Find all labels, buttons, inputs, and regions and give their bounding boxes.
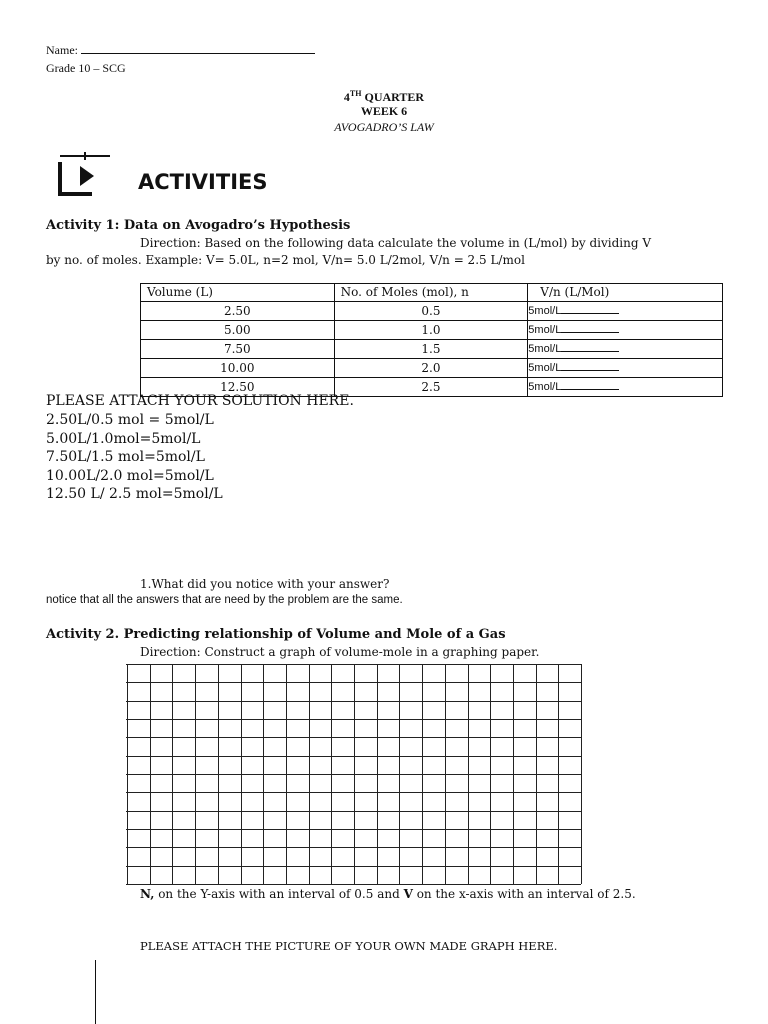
table-row — [141, 340, 723, 359]
grade-label: Grade 10 – SCG — [46, 61, 126, 75]
axis-note-part1: on the Y-axis with an interval of 0.5 and — [154, 887, 404, 901]
answer-text: 5mol/L — [528, 381, 562, 393]
quarter-heading — [0, 89, 768, 105]
margin-line — [95, 960, 96, 1024]
axis-note-part2: on the x-axis with an interval of 2.5. — [412, 887, 636, 901]
question-1-answer: notice that all the answers that are need by the problem are the same. — [46, 594, 403, 606]
moles-cell: 0.5 — [334, 302, 528, 321]
table-row — [141, 302, 723, 321]
activities-icon — [54, 152, 112, 198]
answer-line — [561, 361, 619, 371]
solution-line: 12.50 L/ 2.5 mol=5mol/L — [46, 486, 223, 502]
answer-line — [561, 380, 619, 390]
answer-line — [561, 323, 619, 333]
volume-cell: 10.00 — [141, 359, 335, 378]
answer-text: 5mol/L — [528, 324, 562, 336]
answer-line — [561, 342, 619, 352]
axis-v-label: V — [403, 887, 413, 901]
column-header: V/n (L/Mol) — [528, 284, 723, 302]
attach-solution-label: PLEASE ATTACH YOUR SOLUTION HERE. — [46, 393, 354, 409]
data-table — [140, 283, 723, 397]
axis-instructions — [140, 887, 636, 901]
answer-cell — [528, 340, 723, 359]
answer-cell — [528, 378, 723, 397]
activity2-direction: Direction: Construct a graph of volume-mole in a graphing paper. — [140, 645, 540, 659]
table-row — [141, 321, 723, 340]
moles-cell: 2.5 — [334, 378, 528, 397]
activity1-title: Activity 1: Data on Avogadro’s Hypothesis — [46, 218, 351, 233]
volume-cell: 5.00 — [141, 321, 335, 340]
column-header: Volume (L) — [141, 284, 335, 302]
answer-text: 5mol/L — [528, 305, 562, 317]
answer-cell — [528, 321, 723, 340]
answer-line — [561, 304, 619, 314]
volume-cell: 2.50 — [141, 302, 335, 321]
solution-line: 5.00L/1.0mol=5mol/L — [46, 430, 201, 447]
moles-cell: 2.0 — [334, 359, 528, 378]
volume-cell: 12.50 — [141, 378, 335, 397]
answer-text: 5mol/L — [528, 362, 562, 374]
solution-list — [46, 411, 223, 504]
moles-cell: 1.0 — [334, 321, 528, 340]
solution-line: 10.00L/2.0 mol=5mol/L — [46, 467, 214, 484]
volume-cell: 7.50 — [141, 340, 335, 359]
axis-n-label: N, — [140, 887, 155, 901]
activity1-direction-line1: Direction: Based on the following data calculate the volume in (L/mol) by dividing V — [140, 236, 652, 250]
quarter-superscript: TH — [349, 89, 362, 98]
quarter-number: 4 — [343, 90, 350, 104]
name-field — [46, 43, 315, 58]
moles-cell: 1.5 — [334, 340, 528, 359]
question-1: 1.What did you notice with your answer? — [140, 577, 390, 591]
quarter-word: QUARTER — [364, 90, 425, 104]
activity2-title-label: Activity 2 — [46, 627, 115, 642]
activities-title: ACTIVITIES — [138, 170, 268, 194]
topic-heading: AVOGADRO’S LAW — [334, 120, 434, 134]
graphing-paper-grid — [126, 663, 582, 885]
activity2-title-text: . Predicting relationship of Volume and Mole of a Gas — [114, 627, 506, 642]
week-heading: WEEK 6 — [360, 104, 408, 118]
answer-cell — [528, 359, 723, 378]
table-row — [141, 359, 723, 378]
attach-graph-label: PLEASE ATTACH THE PICTURE OF YOUR OWN MADE GRAPH HERE. — [140, 939, 558, 953]
name-label: Name: — [46, 43, 78, 57]
column-header: No. of Moles (mol), n — [334, 284, 528, 302]
answer-cell — [528, 302, 723, 321]
activity1-direction-line2: by no. of moles. Example: V= 5.0L, n=2 mol, V/n= 5.0 L/2mol, V/n = 2.5 L/mol — [46, 253, 525, 267]
table-header-row — [141, 284, 723, 302]
name-blank-line — [81, 43, 315, 54]
solution-line: 2.50L/0.5 mol = 5mol/L — [46, 412, 214, 428]
solution-line: 7.50L/1.5 mol=5mol/L — [46, 449, 205, 465]
activity2-title — [46, 627, 506, 642]
answer-text: 5mol/L — [528, 343, 562, 355]
